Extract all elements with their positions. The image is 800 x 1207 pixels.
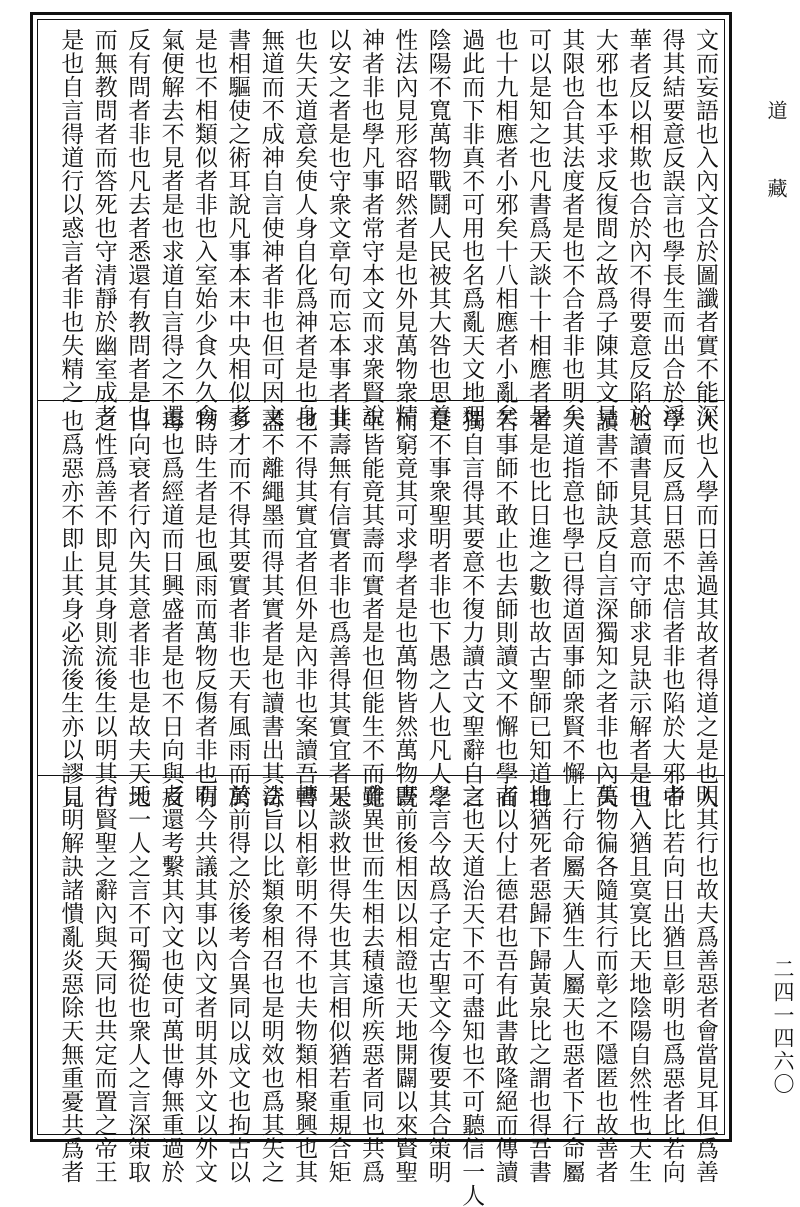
text-column: 獨自言得其要意不復力讀古文聖辭自言: [458, 409, 485, 809]
text-column: 讀書不師訣反自言深獨知之者非也內失: [591, 409, 618, 809]
page-number: 二四一四六〇: [771, 958, 795, 1096]
book-title: 道藏: [764, 100, 788, 256]
text-column: 日明解訣諸憒亂炎惡除天無重憂共爲者: [57, 784, 84, 1184]
text-column: 之言今故爲子定古聖文今復要其合策明: [424, 784, 451, 1184]
text-column: 地猶死者惡歸下歸黃泉比之謂也得吾書: [525, 784, 551, 1184]
text-panel-bottom: [38, 775, 724, 1207]
text-column: 古賢聖之辭內與天同也共定而置之帝王: [90, 784, 117, 1184]
text-column: 是也不相類似者非也入室始少食久久食: [191, 28, 217, 428]
text-column: 萬物徧各隨其行而彰之不隱匿也故善者: [591, 784, 618, 1184]
text-column: 於前得之於後考合異同以成文也拘古以: [224, 784, 251, 1184]
text-column: 之性爲善不即見其身則流後生以明其行: [90, 409, 117, 809]
text-column: 明其行也故夫爲善惡者會當見耳但爲善: [692, 784, 718, 1184]
text-column: 日入猶且寞寞比天地陰陽自然性也天生: [625, 784, 652, 1184]
text-column: 盡不離繩墨而得其實者是也讀書出其奇: [257, 409, 284, 809]
text-column: 性法內見形容昭然者是也外見萬物衆精: [391, 28, 418, 428]
text-column: 文而妄語也入內文合於圖讖者實不能深: [692, 28, 718, 428]
text-column: 以安之者是也守衆文章句而忘本事者非: [324, 28, 351, 428]
text-column: 是不事衆聖明者非也下愚之人也凡人學: [424, 409, 451, 809]
text-column: 大道指意也學已得道固事師衆賢不懈: [558, 409, 585, 785]
text-column: 大邪也本乎求反復間之故爲子陳其文見: [591, 28, 618, 428]
text-column: 物時生者是也風雨而萬物反傷者非也有: [191, 409, 217, 809]
text-column: 若事師不敢止也去師則讀文不懈也學而: [491, 409, 518, 809]
text-column: 者以付上德君也吾有此書敢隆絕而傳讀: [491, 784, 518, 1184]
text-column: 也不得其實宜者但外是內非也案讀吾書: [291, 409, 318, 809]
text-column: 上行命屬天猶生人屬天也惡者下行命屬: [558, 784, 585, 1184]
text-column: 也讀書見其意而守師求見訣示解者是也: [625, 409, 652, 809]
text-panel-middle: [38, 400, 724, 809]
text-column: 生皆能竟其壽而實者是也但能生不而竟: [358, 409, 384, 809]
text-column: 書相驅使之術耳說凡事本末中央相似者: [224, 28, 251, 428]
text-column: 是也自言得道行以惑言者非也失精之: [57, 28, 84, 404]
text-column: 華者反以相欺也合於內不得要意反陷於: [625, 28, 652, 428]
text-column: 天一人之言不可獨從也衆人之言深策取: [124, 784, 151, 1184]
text-column: 也失天道意矣使人身自化爲神者是也身: [291, 28, 318, 428]
text-column: 者還考繫其內文也使可萬世傳無重過於: [157, 784, 184, 1184]
text-column: 得其結要意反誤言也學長生而出合於浮: [658, 28, 685, 428]
text-panel-top: [38, 20, 724, 428]
text-column: 可以是知之也凡書爲天談十十相應者是: [525, 28, 551, 428]
text-column: 反有問者非也凡去者悉還有教問者是也: [124, 28, 151, 428]
page-frame-inner: [37, 19, 725, 1207]
text-column: 人也入學而日善過其故者得道之是也入: [692, 409, 718, 809]
text-column: 其限也合其法度者是也不合者非也明矣: [558, 28, 585, 428]
text-column: 法旨以比類象相召也是明效也爲其失之: [257, 784, 284, 1184]
text-column: 無道而不成神自言使神者非也但可因文: [257, 28, 284, 428]
text-column: 日向衰者行內失其意者非也是故夫天地: [124, 409, 151, 809]
text-column: 書前後相因以相證也天地開闢以來賢聖: [391, 784, 418, 1184]
text-column: 明今共議其事以內文者明其外文以外文: [191, 784, 217, 1184]
text-column: 而無教問者而答死也守清靜於幽室成者: [90, 28, 117, 428]
text-column: 天談救世得失也其言相似猶若重規合矩: [324, 784, 351, 1184]
text-column: 神者非也學凡事者常守本文而求衆賢說: [358, 28, 384, 428]
page-frame: [30, 12, 732, 1207]
text-column: 過此而下非真不可用也名爲亂天文地理: [458, 28, 485, 428]
text-column: 者是也比日進之數也故古聖師已知道自: [525, 409, 551, 809]
text-column: 氣便解去不見者是也求道自言得之不還: [157, 28, 184, 428]
text-column: 也十九相應者小邪矣十八相應者小亂矣: [491, 28, 518, 428]
text-column: 之也天道治天下不可盡知也不可聽信一人: [458, 784, 485, 1207]
text-column: 多才而不得其要實者非也天有風雨而萬: [224, 409, 251, 809]
text-column: 而窮竟其可求學者是也萬物皆然萬物既: [391, 409, 418, 809]
text-column: 也爲惡亦不即止其身必流後生亦以謬見: [57, 409, 84, 809]
text-column: 陰陽不寬萬物戰鬪人民被其大咎也思養: [424, 28, 451, 428]
text-column: 轉以相彰明不得不也夫物類相聚興也其: [291, 784, 318, 1184]
text-column: 其壽無有信實者非也爲善得其實宜者是: [324, 409, 351, 809]
text-column: 者比若向日出猶旦彰明也爲惡者比若向: [658, 784, 685, 1184]
text-column: 毒也爲經道而日興盛者是也不日向與反: [157, 409, 184, 809]
text-column: 學而反爲日惡不忠信者非也陷於大邪中: [658, 409, 685, 809]
text-column: 雖異世而生相去積遠所疾惡者同也共爲: [358, 784, 384, 1184]
